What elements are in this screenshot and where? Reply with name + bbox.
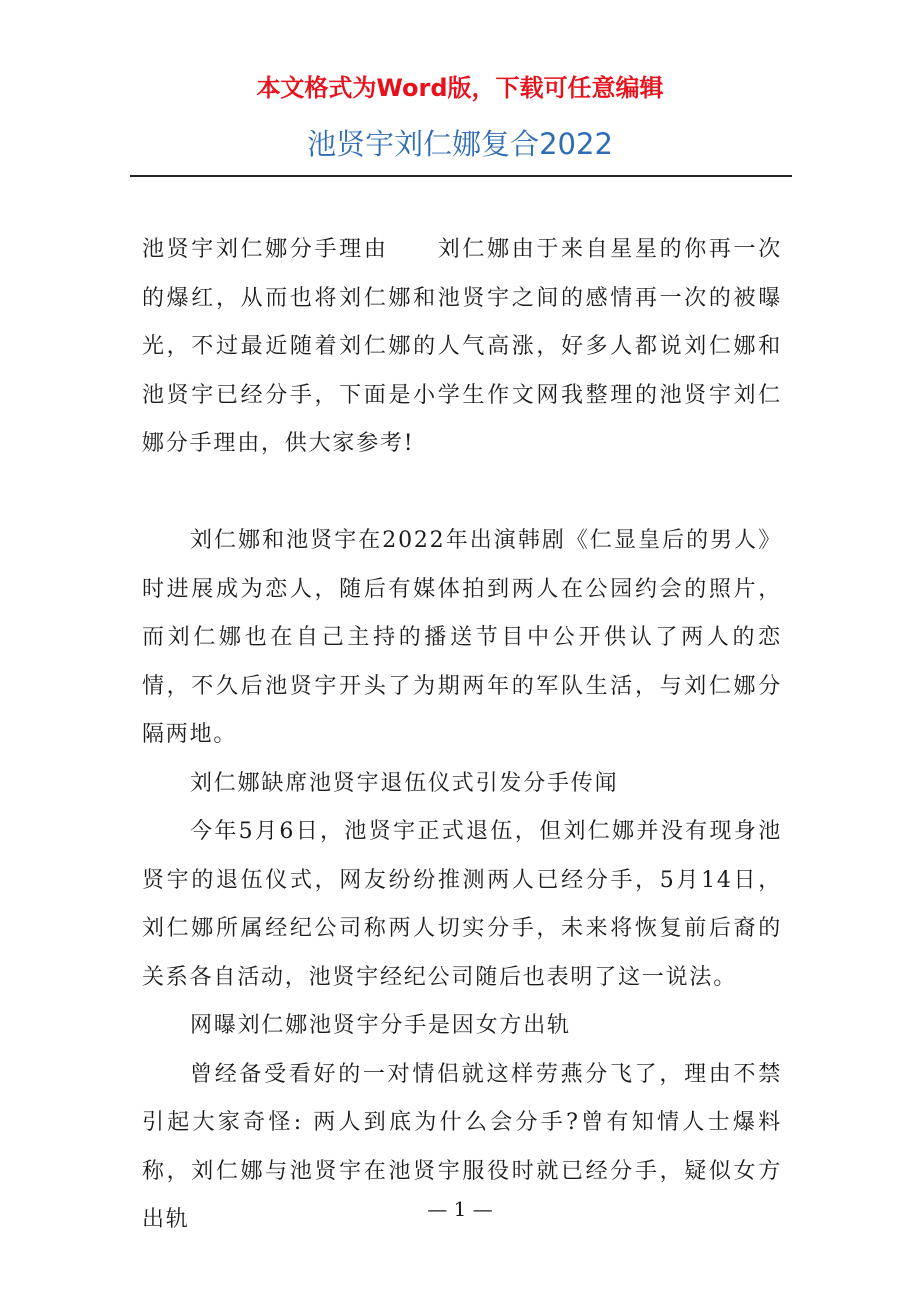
section-heading-absence: 刘仁娜缺席池贤宇退伍仪式引发分手传闻 xyxy=(190,770,619,796)
download-banner: 本文格式为Word版，下载可任意编辑 xyxy=(256,74,664,102)
paragraph-intro: 池贤宇刘仁娜分手理由 刘仁娜由于来自星星的你再一次的爆红，从而也将刘仁娜和池贤宇之间的感情再一次的被曝光，不过最近随着刘仁娜的人气高涨，好多人都说刘仁娜和池贤宇已经分手，下面是小学生作文网我整理的池贤宇刘仁娜分手理由，供大家参考! xyxy=(142,237,782,456)
page-number: — 1 — xyxy=(427,1197,493,1221)
paragraph-reason: 曾经备受看好的一对情侣就这样劳燕分飞了，理由不禁引起大家奇怪: 两人到底为什么会分手?曾有知情人士爆料称，刘仁娜与池贤宇在池贤宇服役时就已经分手，疑似女方出轨 xyxy=(142,1061,782,1232)
document-body xyxy=(142,226,782,1245)
title-divider xyxy=(130,175,792,177)
paragraph-relationship: 刘仁娜和池贤宇在2022年出演韩剧《仁显皇后的男人》时进展成为恋人，随后有媒体拍到两人在公园约会的照片，而刘仁娜也在自己主持的播送节目中公开供认了两人的恋情，不久后池贤宇开头了为期两年的军队生活，与刘仁娜分隔两地。 xyxy=(142,528,782,747)
page-title: 池贤宇刘仁娜复合2022 xyxy=(307,127,613,161)
paragraph-discharge: 今年5月6日，池贤宇正式退伍，但刘仁娜并没有现身池贤宇的退伍仪式，网友纷纷推测两人已经分手，5月14日，刘仁娜所属经纪公司称两人切实分手，未来将恢复前后裔的关系各自活动，池贤宇经纪公司随后也表明了这一说法。 xyxy=(142,819,782,990)
section-heading-rumor: 网曝刘仁娜池贤宇分手是因女方出轨 xyxy=(190,1013,571,1038)
